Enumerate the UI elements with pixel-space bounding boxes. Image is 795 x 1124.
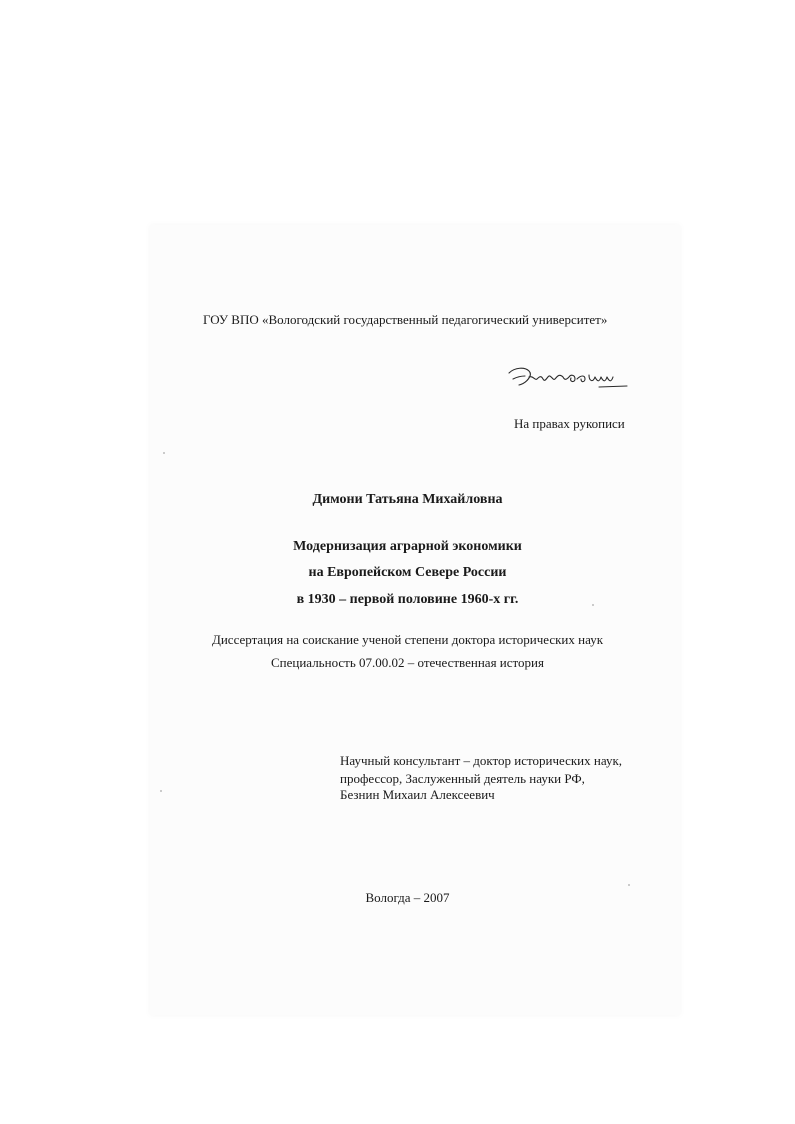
consultant-line-2: профессор, Заслуженный деятель науки РФ, xyxy=(340,771,585,786)
dissertation-title-line-2: на Европейском Севере России xyxy=(308,565,507,580)
university-name: ГОУ ВПО «Вологодский государственный педагогический университет» xyxy=(203,312,608,327)
scan-speck xyxy=(160,790,162,792)
specialty-statement: Специальность 07.00.02 – отечественная история xyxy=(271,655,544,670)
scan-speck xyxy=(163,452,165,454)
city-and-year: Вологда – 2007 xyxy=(365,890,450,905)
dissertation-title-line-1: Модернизация аграрной экономики xyxy=(293,539,522,554)
degree-statement: Диссертация на соискание ученой степени доктора исторических наук xyxy=(211,632,604,647)
consultant-line-1: Научный консультант – доктор исторических наук, xyxy=(340,753,623,768)
author-signature xyxy=(503,357,633,397)
manuscript-rights-note: На правах рукописи xyxy=(514,416,625,431)
scan-speck xyxy=(628,884,630,886)
dissertation-title-line-3: в 1930 – первой половине 1960-х гг. xyxy=(296,592,519,607)
consultant-line-3: Безнин Михаил Алексеевич xyxy=(340,787,495,802)
scan-speck xyxy=(592,604,594,606)
author-name: Димони Татьяна Михайловна xyxy=(312,492,503,507)
